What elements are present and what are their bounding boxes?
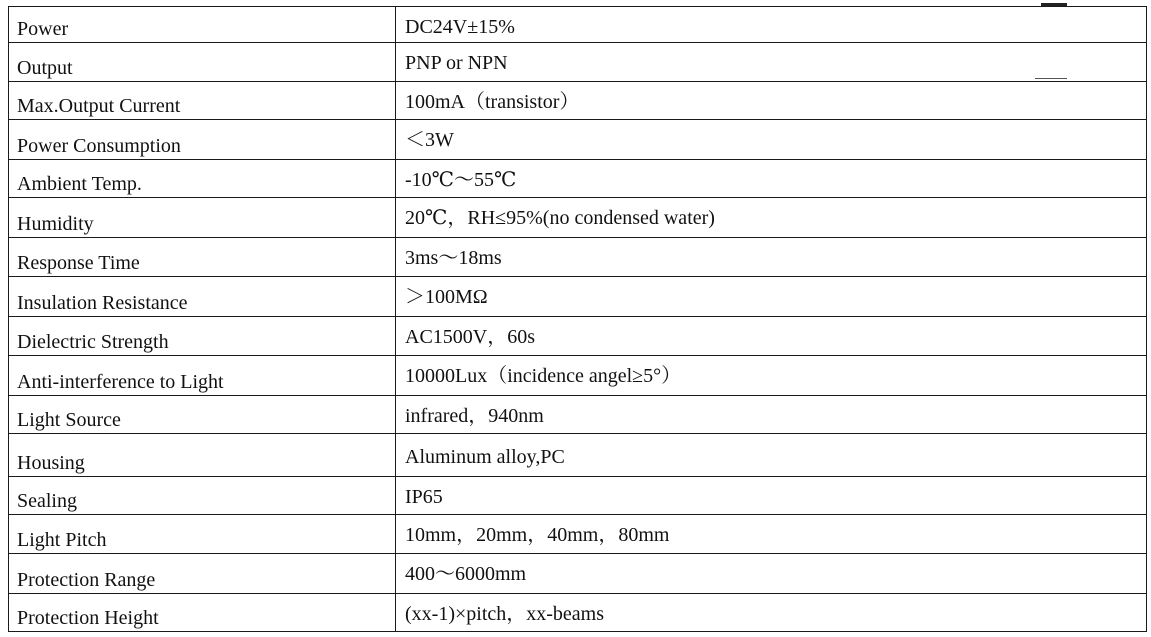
spec-value: DC24V±15% [396, 7, 1147, 43]
table-row [9, 317, 1147, 355]
table-row [9, 554, 1147, 593]
table-row [9, 396, 1147, 434]
spec-label: Max.Output Current [9, 81, 396, 119]
spec-value: AC1500V，60s [396, 317, 1147, 355]
spec-label: Sealing [9, 476, 396, 514]
spec-value: 100mA（transistor） [396, 81, 1147, 119]
spec-label: Protection Height [9, 593, 396, 631]
spec-label: Power Consumption [9, 119, 396, 159]
specifications-table [8, 6, 1147, 632]
spec-label: Ambient Temp. [9, 160, 396, 198]
spec-label: Dielectric Strength [9, 317, 396, 355]
spec-value: 20℃，RH≤95%(no condensed water) [396, 198, 1147, 237]
spec-label: Power [9, 7, 396, 43]
spec-value: ＜3W [396, 119, 1147, 159]
table-row [9, 237, 1147, 276]
spec-label: Humidity [9, 198, 396, 237]
spec-label: Response Time [9, 237, 396, 276]
table-row [9, 355, 1147, 395]
spec-label: Anti-interference to Light [9, 355, 396, 395]
spec-value: 400～6000mm [396, 554, 1147, 593]
table-row [9, 43, 1147, 81]
table-row [9, 7, 1147, 43]
spec-label: Housing [9, 434, 396, 476]
spec-value: Aluminum alloy,PC [396, 434, 1147, 476]
spec-label: Light Source [9, 396, 396, 434]
spec-label: Insulation Resistance [9, 277, 396, 317]
spec-value: PNP or NPN [396, 43, 1147, 81]
table-row [9, 593, 1147, 631]
spec-value: IP65 [396, 476, 1147, 514]
table-row [9, 476, 1147, 514]
spec-value: 10mm，20mm，40mm，80mm [396, 514, 1147, 553]
spec-value: -10℃～55℃ [396, 160, 1147, 198]
table-row [9, 198, 1147, 237]
spec-value: (xx-1)×pitch，xx-beams [396, 593, 1147, 631]
spec-value: 10000Lux（incidence angel≥5°） [396, 355, 1147, 395]
spec-label: Protection Range [9, 554, 396, 593]
spec-value: ＞100MΩ [396, 277, 1147, 317]
spec-value: infrared，940nm [396, 396, 1147, 434]
table-row [9, 81, 1147, 119]
table-row [9, 434, 1147, 476]
spec-value: 3ms～18ms [396, 237, 1147, 276]
spec-label: Light Pitch [9, 514, 396, 553]
table-row [9, 160, 1147, 198]
table-row [9, 119, 1147, 159]
table-row [9, 277, 1147, 317]
table-row [9, 514, 1147, 553]
spec-label: Output [9, 43, 396, 81]
